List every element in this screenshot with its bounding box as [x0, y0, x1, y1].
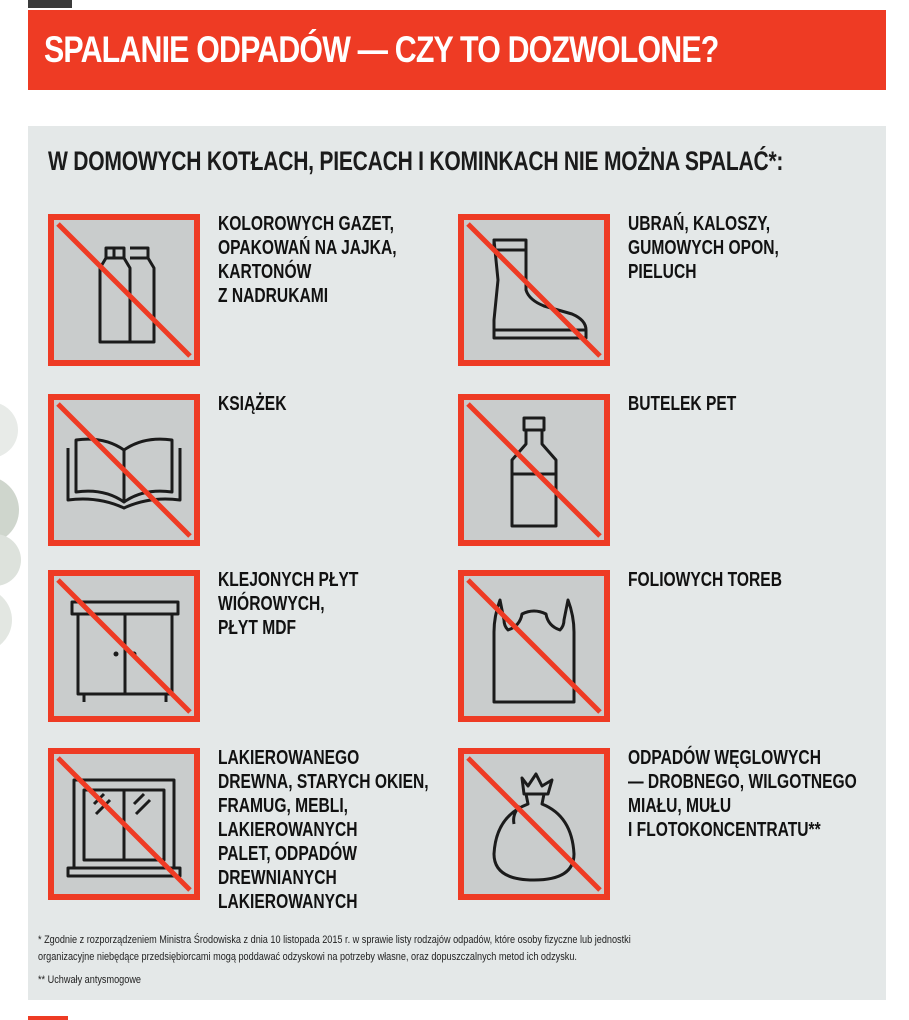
header-tab-accent — [28, 0, 72, 8]
page-title: SPALANIE ODPADÓW — CZY TO DOZWOLONE? — [44, 29, 719, 70]
rubber-boot-icon — [458, 214, 610, 366]
item-label: UBRAŃ, KALOSZY, GUMOWYCH OPON, PIELUCH — [628, 213, 779, 283]
info-panel — [28, 126, 886, 1000]
item-label: KOLOROWYCH GAZET, OPAKOWAŃ NA JAJKA, KARTONÓW Z NADRUKAMI — [218, 213, 397, 307]
window-frame-icon — [48, 748, 200, 900]
pet-bottle-icon — [458, 394, 610, 546]
item-label: FOLIOWYCH TOREB — [628, 569, 782, 591]
panel-heading: W DOMOWYCH KOTŁACH, PIECACH I KOMINKACH NIE MOŻNA SPALAĆ*: — [48, 146, 784, 176]
title-banner — [28, 10, 886, 90]
trash-bag-icon — [458, 748, 610, 900]
item-label: ODPADÓW WĘGLOWYCH — DROBNEGO, WILGOTNEGO MIAŁU, MUŁU I FLOTOKONCENTRATU** — [628, 747, 857, 841]
item-label: BUTELEK PET — [628, 393, 737, 415]
smoke-decoration — [0, 400, 30, 660]
cabinet-icon — [48, 570, 200, 722]
plastic-bag-icon — [458, 570, 610, 722]
open-book-icon — [48, 394, 200, 546]
bottom-accent — [28, 1016, 68, 1020]
item-label: LAKIEROWANEGO DREWNA, STARYCH OKIEN, FRAMUG, MEBLI, LAKIEROWANYCH PALET, ODPADÓW DREWNIANYCH LAKIEROWANYCH — [218, 747, 429, 913]
footnote-antismog: ** Uchwały antysmogowe — [38, 974, 142, 986]
item-label: KLEJONYCH PŁYT WIÓROWYCH, PŁYT MDF — [218, 569, 359, 639]
footnote-regulation: * Zgodnie z rozporządzeniem Ministra Środowiska z dnia 10 listopada 2015 r. w sprawie listy rodzajów odpadów, które osoby fizyczne lub jednostki organizacyjne niebędące przedsiębiorcami mogą poddawać odzyskowi na potrzeby własne, oraz dopuszczalnych metod ich odzysku. — [38, 934, 631, 963]
item-label: KSIĄŻEK — [218, 393, 287, 415]
newspaper-carton-icon — [48, 214, 200, 366]
